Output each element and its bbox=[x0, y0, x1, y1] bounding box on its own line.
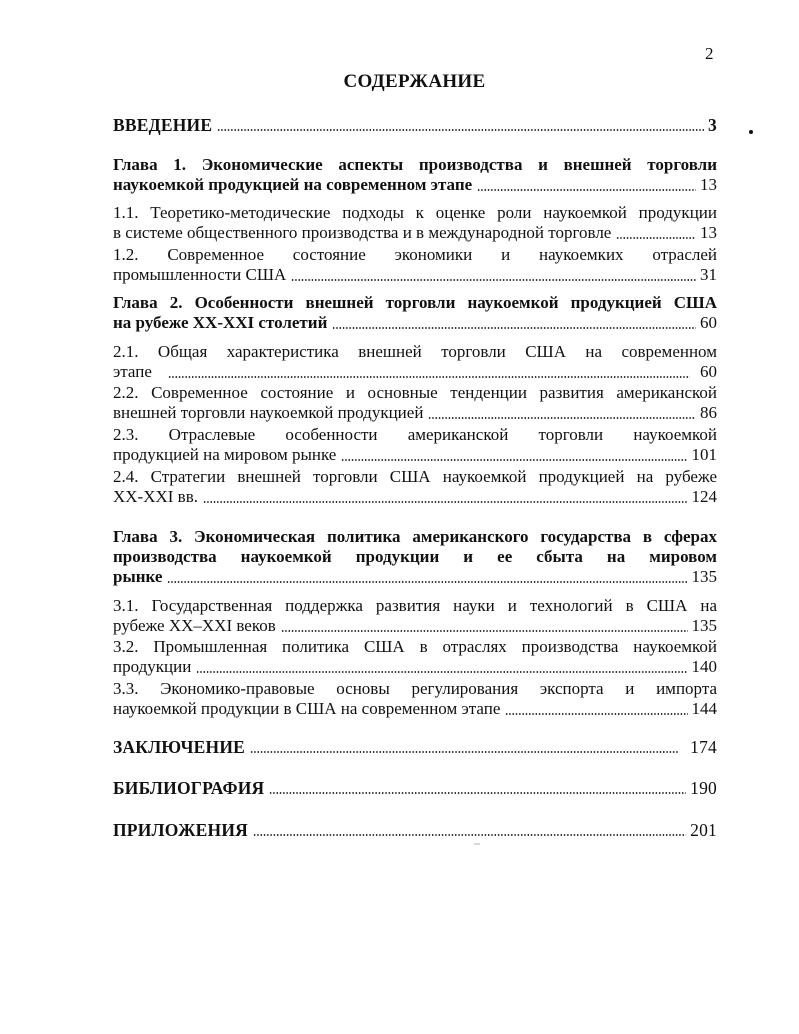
toc-page-number: 13 bbox=[700, 223, 717, 242]
toc-section-1-1[interactable] bbox=[113, 203, 717, 243]
toc-entry-line: 2.2. Современное состояние и основные тенденции развития американской bbox=[113, 383, 717, 402]
toc-chapter-2[interactable] bbox=[113, 293, 717, 333]
dot-leader bbox=[341, 447, 687, 461]
toc-section-3-3[interactable] bbox=[113, 679, 717, 719]
toc-section-2-2[interactable] bbox=[113, 383, 717, 423]
toc-page-number: 190 bbox=[690, 778, 717, 798]
toc-section-1-2[interactable] bbox=[113, 245, 717, 285]
toc-entry-line: наукоемкой продукции в США на современном этапе bbox=[113, 699, 501, 718]
toc-page-number: 174 bbox=[690, 737, 717, 757]
toc-entry-line: Глава 3. Экономическая политика американского государства в сферах bbox=[113, 527, 717, 546]
dot-leader bbox=[250, 739, 678, 753]
dot-leader bbox=[203, 489, 688, 503]
toc-entry-bibliography[interactable] bbox=[113, 778, 717, 798]
toc-entry-line: 3.2. Промышленная политика США в отраслях производства наукоемкой bbox=[113, 637, 717, 656]
toc-page-number: 60 bbox=[700, 362, 717, 381]
dot-leader bbox=[167, 569, 687, 583]
page-title: СОДЕРЖАНИЕ bbox=[343, 71, 486, 92]
dot-leader bbox=[196, 659, 687, 673]
toc-entry-line: XX-XXI вв. bbox=[113, 487, 198, 506]
toc-page-number: 101 bbox=[691, 445, 717, 464]
toc-entry-label: ВВЕДЕНИЕ bbox=[113, 115, 213, 135]
toc-entry-intro[interactable] bbox=[113, 115, 717, 135]
toc-section-2-4[interactable] bbox=[113, 467, 717, 507]
toc-entry-line: рынке bbox=[113, 567, 163, 586]
toc-page-number: 124 bbox=[691, 487, 717, 506]
toc-chapter-3[interactable] bbox=[113, 527, 717, 587]
toc-entry-line: наукоемкой продукцией на современном этапе bbox=[113, 175, 473, 194]
toc-page-number: 3 bbox=[708, 115, 717, 135]
toc-page-number: 201 bbox=[690, 820, 717, 840]
dot-leader bbox=[253, 822, 686, 836]
toc-page-number: 144 bbox=[691, 699, 717, 718]
toc-entry-line: на рубеже XX-XXI столетий bbox=[113, 313, 328, 332]
stray-dot-mark bbox=[749, 130, 753, 134]
toc-entry-line: 1.1. Теоретико-методические подходы к оценке роли наукоемкой продукции bbox=[113, 203, 717, 222]
toc-entry-line: продукцией на мировом рынке bbox=[113, 445, 337, 464]
toc-page-number: 60 bbox=[700, 313, 717, 332]
toc-entry-line: Глава 1. Экономические аспекты производства и внешней торговли bbox=[113, 155, 717, 174]
toc-entry-line: внешней торговли наукоемкой продукцией bbox=[113, 403, 424, 422]
toc-entry-line: этапе bbox=[113, 362, 152, 381]
toc-entry-line: Глава 2. Особенности внешней торговли наукоемкой продукцией США bbox=[113, 293, 717, 312]
toc-section-3-2[interactable] bbox=[113, 637, 717, 677]
toc-entry-line: в системе общественного производства и в международной торговле bbox=[113, 223, 612, 242]
toc-entry-conclusion[interactable] bbox=[113, 737, 717, 757]
toc-section-2-3[interactable] bbox=[113, 425, 717, 465]
stray-scan-mark bbox=[474, 843, 480, 845]
toc-entry-line: рубеже XX–XXI веков bbox=[113, 616, 276, 635]
toc-entry-appendices[interactable] bbox=[113, 820, 717, 840]
dot-leader bbox=[505, 701, 687, 715]
dot-leader bbox=[281, 618, 688, 632]
toc-page-number: 135 bbox=[691, 616, 717, 635]
dot-leader bbox=[332, 315, 696, 329]
toc-entry-line: 1.2. Современное состояние экономики и наукоемких отраслей bbox=[113, 245, 717, 264]
toc-page-number: 135 bbox=[691, 567, 717, 586]
toc-page-number: 31 bbox=[700, 265, 717, 284]
toc-entry-line: продукции bbox=[113, 657, 192, 676]
toc-section-2-1[interactable] bbox=[113, 342, 717, 382]
toc-section-3-1[interactable] bbox=[113, 596, 717, 636]
toc-entry-label: ПРИЛОЖЕНИЯ bbox=[113, 820, 248, 840]
toc-page-number: 86 bbox=[700, 403, 717, 422]
dot-leader bbox=[217, 117, 704, 131]
toc-page-number: 13 bbox=[700, 175, 717, 194]
toc-entry-label: ЗАКЛЮЧЕНИЕ bbox=[113, 737, 246, 757]
page-number: 2 bbox=[705, 44, 714, 63]
toc-entry-label: БИБЛИОГРАФИЯ bbox=[113, 778, 265, 798]
toc-entry-line: 2.4. Стратегии внешней торговли США наукоемкой продукцией на рубеже bbox=[113, 467, 717, 486]
dot-leader bbox=[269, 780, 686, 794]
toc-entry-line: 3.3. Экономико-правовые основы регулирования экспорта и импорта bbox=[113, 679, 717, 698]
toc-entry-line: 2.1. Общая характеристика внешней торговли США на современном bbox=[113, 342, 717, 361]
dot-leader bbox=[616, 225, 696, 239]
dot-leader bbox=[477, 177, 696, 191]
toc-page-number: 140 bbox=[691, 657, 717, 676]
toc-entry-line: производства наукоемкой продукции и ее сбыта на мировом bbox=[113, 547, 717, 566]
dot-leader bbox=[291, 267, 696, 281]
toc-entry-line: 2.3. Отраслевые особенности американской торговли наукоемкой bbox=[113, 425, 717, 444]
dot-leader bbox=[428, 405, 696, 419]
toc-chapter-1[interactable] bbox=[113, 155, 717, 195]
toc-entry-line: 3.1. Государственная поддержка развития науки и технологий в США на bbox=[113, 596, 717, 615]
toc-entry-line: промышленности США bbox=[113, 265, 287, 284]
dot-leader bbox=[168, 364, 690, 378]
